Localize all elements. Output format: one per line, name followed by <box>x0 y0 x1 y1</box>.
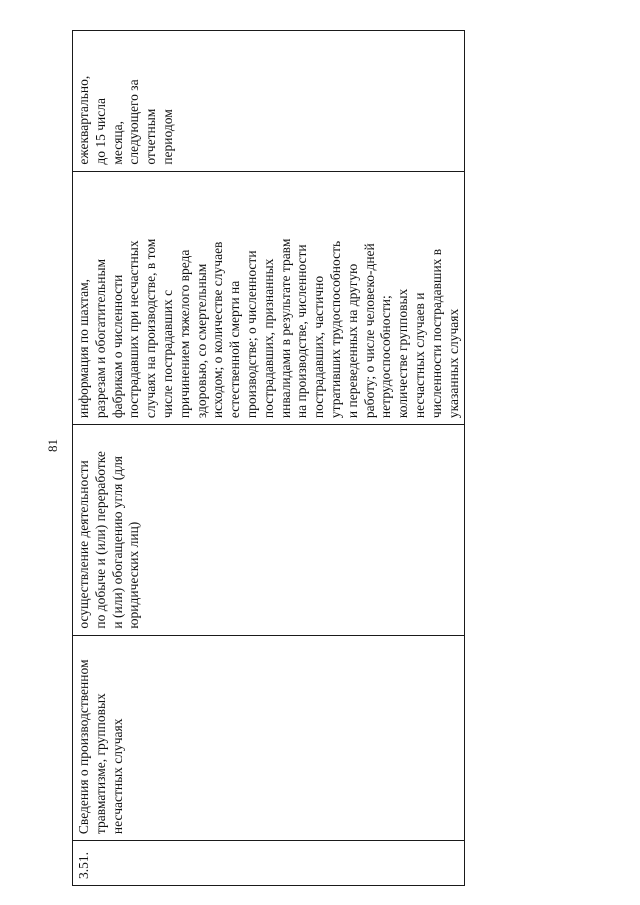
deadline-line: ежеквартально, <box>76 75 91 165</box>
report-name-line: несчастных случаях <box>109 718 125 835</box>
info-line: производстве; о численности <box>243 250 259 419</box>
info-line: фабрикам о численности <box>109 274 125 419</box>
activity-line: юридических лиц) <box>126 521 142 629</box>
info-line: на производстве, численности <box>294 244 310 419</box>
report-name-line: травматизме, групповых <box>92 693 108 835</box>
activity-line: и (или) обогащению угля (для <box>109 455 125 629</box>
info-line: исходом; о количестве случаев <box>210 241 226 419</box>
info-line: инвалидами в результате травм <box>277 238 293 419</box>
info-line: естественной смерти на <box>227 280 243 419</box>
info-line: нетрудоспособности; <box>378 295 394 419</box>
deadline-cell <box>73 31 464 171</box>
activity-cell <box>73 424 464 635</box>
deadline-line: месяца, <box>109 121 125 165</box>
deadline-line: до 15 числа <box>92 98 108 165</box>
row-number: 3.51. <box>76 852 91 879</box>
info-line: количестве групповых <box>395 288 411 419</box>
info-content-cell <box>73 171 464 424</box>
info-line: пострадавших при несчастных <box>126 240 142 419</box>
info-line: разрезам и обогатительным <box>92 258 108 419</box>
info-line: работу; о числе человеко-дней <box>361 243 377 419</box>
page-number: 81 <box>45 439 60 452</box>
info-line: утративших трудоспособность <box>327 240 343 419</box>
row-number-cell <box>73 840 464 885</box>
deadline-line: отчетным <box>143 108 159 165</box>
info-line: численности пострадавших в <box>428 248 444 419</box>
info-line: и переведенных на другую <box>344 263 360 419</box>
info-line: числе пострадавших с <box>159 289 175 419</box>
activity-line: по добыче и (или) переработке <box>92 451 108 629</box>
report-name-line: Сведения о производственном <box>76 659 91 835</box>
info-line: случаях на производстве, в том <box>143 238 159 419</box>
info-line: несчастных случаев и <box>411 292 427 419</box>
info-line: информация по шахтам, <box>76 278 91 419</box>
info-line: причинением тяжелого вреда <box>176 249 192 419</box>
deadline-line: следующего за <box>126 79 142 165</box>
info-line: здоровью, со смертельным <box>193 263 209 419</box>
activity-line: осуществление деятельности <box>76 460 91 629</box>
info-line: пострадавших, частично <box>311 275 327 419</box>
info-line: указанных случаях <box>445 308 461 419</box>
report-name-cell <box>73 635 464 841</box>
info-line: пострадавших, признанных <box>260 258 276 419</box>
deadline-line: периодом <box>159 109 175 165</box>
table-row <box>72 30 465 886</box>
